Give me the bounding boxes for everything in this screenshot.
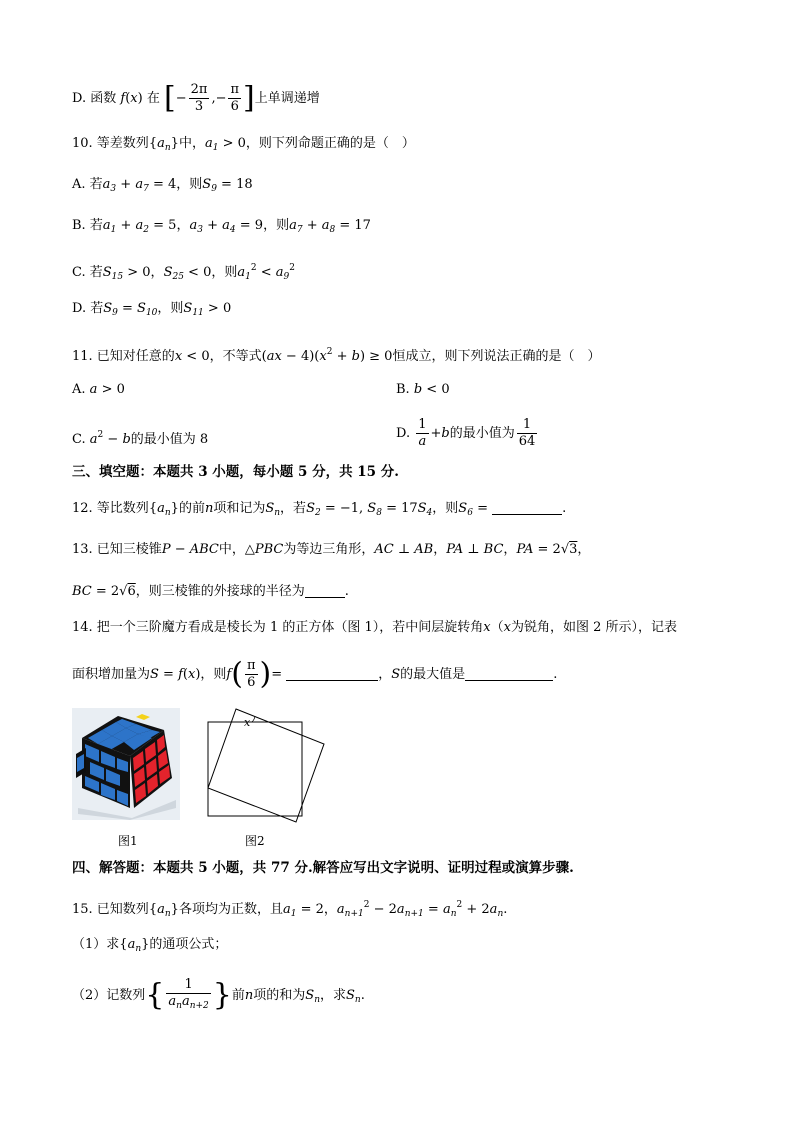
q10-option-c: C. 若$S_{15} > 0$，$S_{25} < 0$，则$a_1^2 < a_9^2$ — [72, 263, 296, 282]
fig2-angle-label: x — [244, 716, 251, 729]
q11-option-b: B. b < 0 — [396, 382, 450, 397]
section-4-heading: 四、解答题：本题共 5 小题，共 77 分.解答应写出文字说明、证明过程或演算步骤. — [72, 860, 574, 876]
q9d-fx: f — [120, 91, 126, 106]
q14-line1: 14. 把一个三阶魔方看成是棱长为 1 的正方体（图 1），若中间层旋转角x（x为锐角，如图 2 所示），记表 — [72, 620, 677, 635]
fig2-caption: 图2 — [245, 834, 265, 848]
rotated-square-figure — [198, 704, 328, 826]
q9d-frac2: $\frac{\pi}{6}$ — [230, 82, 240, 114]
q11-option-a: A. a > 0 — [72, 382, 125, 397]
q9d-in: 在 — [146, 91, 160, 106]
section-3-heading: 三、填空题：本题共 3 小题，每小题 5 分，共 15 分. — [72, 464, 399, 480]
q9-option-d: D. 函数 f(x) 在 [− $\frac{2\pi}{3}$ ,− $\frac{\pi}{6}$ ]上单调递增 — [72, 80, 320, 116]
q10-stem: 10. 等差数列$\{a_n\}$中，$a_1 > 0$，则下列命题正确的是（ ） — [72, 136, 415, 153]
q15-part2: （2）记数列{ $\frac{1}{a_na_{n+2}}$ }前n项的和为$S_n$，求$S_n$. — [72, 977, 365, 1013]
q10-option-b: B. 若$a_1 + a_2 = 5$，$a_3 + a_4 = 9$，则$a_7 + a_8 = 17$ — [72, 218, 371, 235]
q11-stem: 11. 已知对任意的x < 0，不等式$(ax - 4)(x^2 + b) \ge 0$恒成立，则下列说法正确的是（ ） — [72, 347, 601, 364]
q9d-suffix: 上单调递增 — [254, 91, 320, 106]
q11-option-d: D. $\frac{1}{a}$ +b的最小值为 $\frac{1}{64}$ — [396, 417, 536, 449]
q10-option-d: D. 若$S_9 = S_{10}$，则$S_{11} > 0$ — [72, 301, 232, 318]
q13-line2: BC = 2√6，则三棱锥的外接球的半径为 . — [72, 584, 349, 599]
fig1-caption: 图1 — [118, 834, 138, 848]
q9d-prefix: D. 函数 — [72, 91, 117, 106]
q9d-frac1: $\frac{2\pi}{3}$ — [190, 82, 208, 114]
q15-part1: （1）求$\{a_n\}$的通项公式； — [72, 937, 228, 954]
q13-line1: 13. 已知三棱锥P − ABC中，△PBC为等边三角形，AC ⊥ AB，PA ⊥ BC，PA = 2√3， — [72, 542, 591, 557]
q12: 12. 等比数列$\{a_n\}$的前n项和记为$S_n$，若$S_2 = -1$, $S_8 = 17S_4$，则$S_6$ = . — [72, 501, 567, 518]
q15-stem: 15. 已知数列$\{a_n\}$各项均为正数，且$a_1 = 2$，$a_{n+1}^2 - 2a_{n+1} = a_n^2 + 2a_n$. — [72, 900, 508, 919]
rubiks-cube-figure — [72, 708, 180, 820]
q11-option-c: C. $a^2 - b$的最小值为 8 — [72, 430, 209, 447]
q14-line2: 面积增加量为S = f(x)，则f( $\frac{\pi}{6}$ )= ，S的最大值是 . — [72, 656, 558, 692]
q10-option-a: A. 若$a_3 + a_7 = 4$，则$S_9 = 18$ — [72, 177, 253, 194]
